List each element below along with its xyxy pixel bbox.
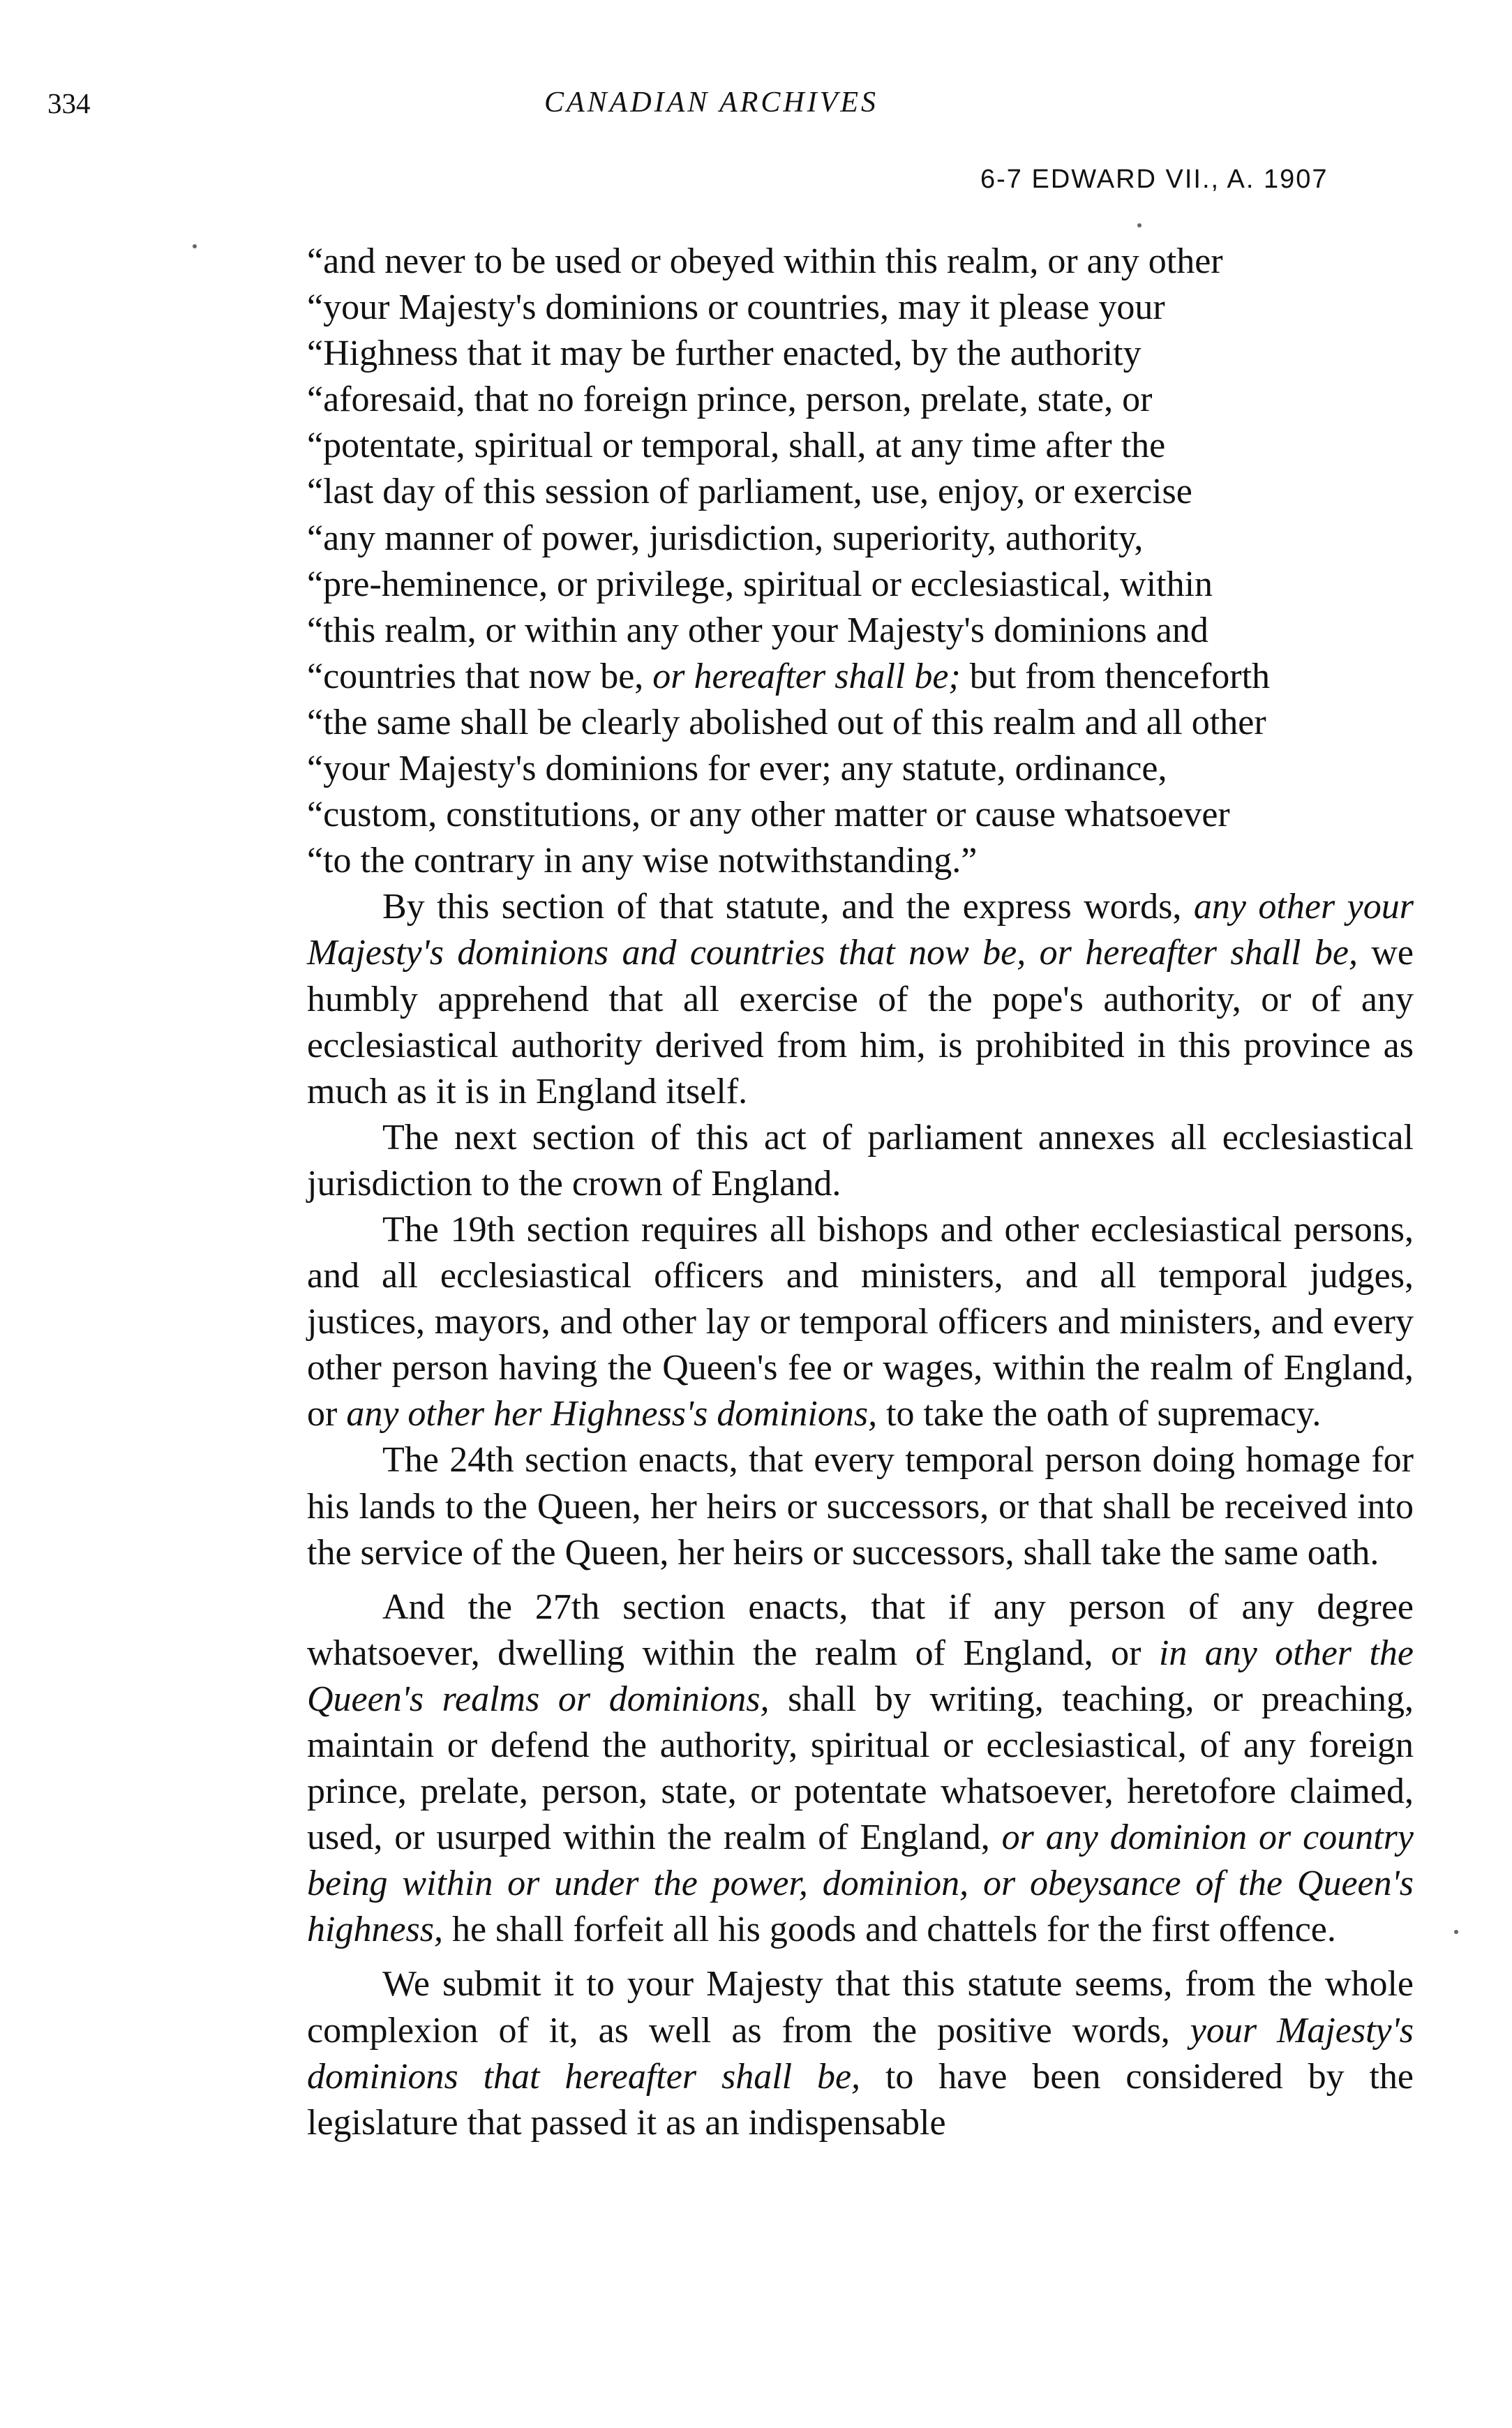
- quoted-line: “last day of this session of parliament, use, enjoy, or exercise: [307, 472, 1192, 512]
- margin-dot: [1454, 1930, 1458, 1934]
- quoted-line: “your Majesty's dominions or countries, may it please your: [307, 287, 1165, 328]
- italic-quotation: or any dominion or country being within or under the power, dominion, or obeysance of the Queen's highness,: [307, 1818, 1414, 1950]
- italic-quotation: any other her Highness's dominions,: [346, 1394, 878, 1434]
- quoted-line: “pre-heminence, or privilege, spiritual or ecclesiastical, within: [307, 564, 1213, 604]
- margin-dot: [193, 244, 197, 248]
- paragraph-text: to have been considered by the legislature that passed it as an indispensable: [307, 2056, 1414, 2143]
- quoted-line: “aforesaid, that no foreign prince, person, prelate, state, or: [307, 380, 1153, 420]
- running-title: CANADIAN ARCHIVES: [544, 87, 879, 119]
- quoted-line: “the same shall be clearly abolished out of this realm and all other: [307, 702, 1266, 742]
- paragraph-text: to take the oath of supremacy.: [877, 1394, 1322, 1434]
- quoted-line: “custom, constitutions, or any other matter or cause whatsoever: [307, 795, 1230, 835]
- margin-dot: [1137, 223, 1142, 227]
- italic-quotation: any other your Majesty's dominions and countries that now be, or hereafter shall be,: [307, 887, 1414, 973]
- quoted-text: “countries that now be,: [307, 656, 653, 696]
- body-paragraph: [307, 1207, 1414, 1437]
- italic-quotation: or hereafter shall be;: [652, 656, 961, 696]
- body-paragraph: The 24th section enacts, that every temporal person doing homage for his lands to the Queen, her heirs or successors, or that shall be received into the service of the Queen, her heirs or successors, shall take the same oath.: [307, 1440, 1414, 1573]
- paragraph-text: shall by writing, teaching, or preaching, maintain or defend the authority, spiritual or ecclesiastical, of any foreign prince, prelate, person, state, or potentate whatsoever, heretofore claimed, used, or usurped within the realm of England,: [307, 1679, 1414, 1858]
- session-reference: 6-7 EDWARD VII., A. 1907: [980, 165, 1328, 194]
- quoted-line: “to the contrary in any wise notwithstanding.”: [307, 841, 978, 881]
- quoted-line: “this realm, or within any other your Majesty's dominions and: [307, 610, 1208, 650]
- quoted-line: “your Majesty's dominions for ever; any statute, ordinance,: [307, 749, 1167, 789]
- body-paragraph: [307, 884, 1414, 1114]
- paragraph-text: By this section of that statute, and the express words,: [382, 887, 1194, 927]
- quoted-text: but from thenceforth: [960, 656, 1271, 696]
- document-body: [307, 239, 1414, 2146]
- quoted-line: “potentate, spiritual or temporal, shall, at any time after the: [307, 426, 1166, 466]
- italic-quotation: in any other the Queen's realms or dominions,: [307, 1633, 1414, 1719]
- quoted-line: [307, 654, 1414, 700]
- body-paragraph: [307, 1961, 1414, 2145]
- italic-quotation: your Majesty's dominions that hereafter shall be,: [307, 2010, 1414, 2097]
- paragraph-text: he shall forfeit all his goods and chattels for the first offence.: [443, 1910, 1336, 1950]
- paragraph-text: The 19th section requires all bishops and other ecclesiastical persons, and all ecclesiastical officers and ministers, and all temporal judges, justices, mayors, and other lay or temporal officers and ministers, and every other person having the Queen's fee or wages, within the realm of England, or: [307, 1209, 1414, 1434]
- quoted-line: “Highness that it may be further enacted, by the authority: [307, 334, 1142, 374]
- paragraph-text: We submit it to your Majesty that this statute seems, from the whole complexion of it, as well as from the positive words,: [307, 1964, 1414, 2051]
- page-number: 334: [47, 87, 91, 119]
- paragraph-text: And the 27th section enacts, that if any person of any degree whatsoever, dwelling within the realm of England, or: [307, 1587, 1414, 1673]
- paragraph-text: we humbly apprehend that all exercise of the pope's authority, or of any ecclesiastical authority derived from him, is prohibited in this province as much as it is in England itself.: [307, 933, 1414, 1111]
- body-paragraph: [307, 1584, 1414, 1954]
- body-paragraph: The next section of this act of parliament annexes all ecclesiastical jurisdiction to the crown of England.: [307, 1117, 1414, 1204]
- quoted-line: “any manner of power, jurisdiction, superiority, authority,: [307, 518, 1144, 558]
- quoted-line: “and never to be used or obeyed within this realm, or any other: [307, 241, 1223, 281]
- quoted-statute: [307, 239, 1414, 884]
